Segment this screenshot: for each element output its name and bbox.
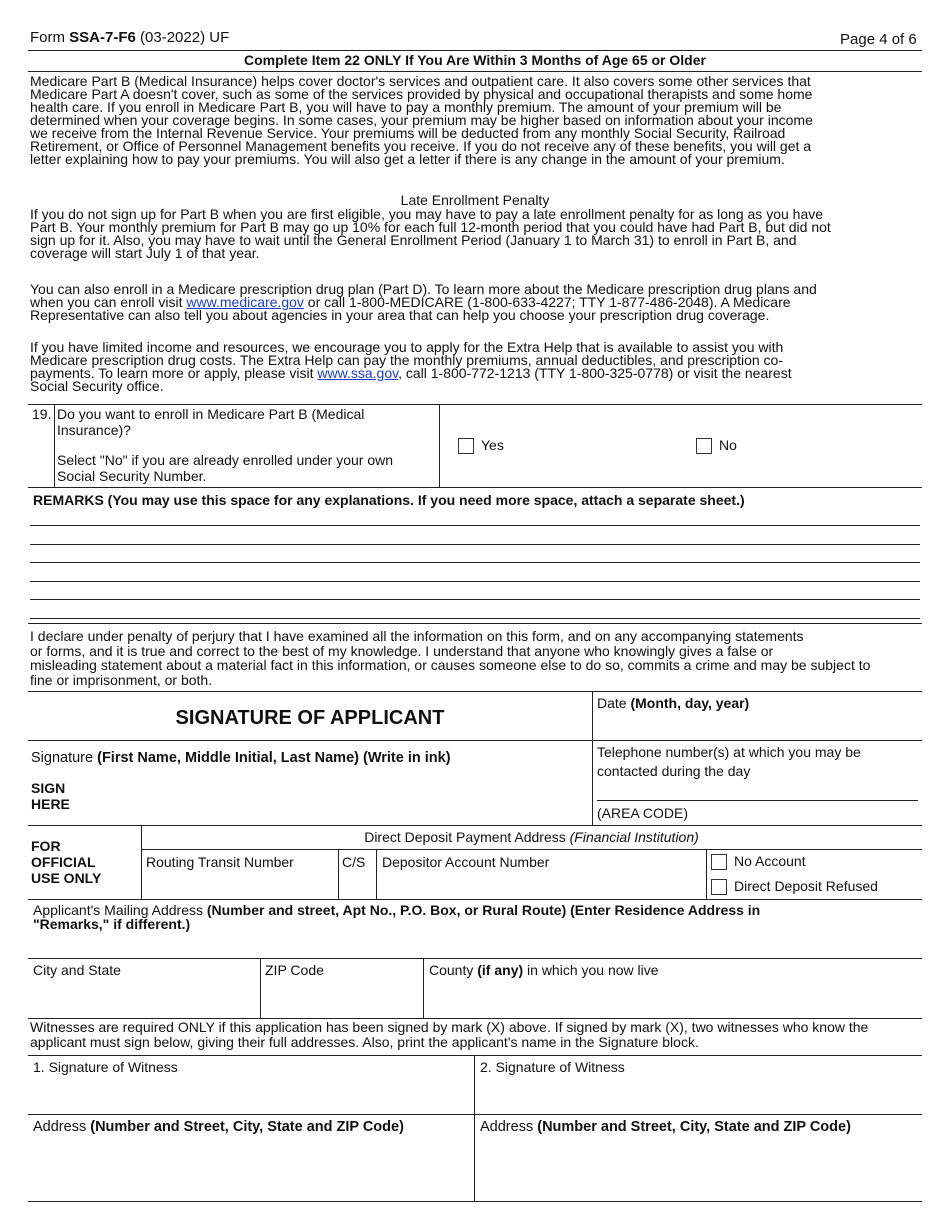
remarks-line [30,525,920,526]
divider [592,691,593,825]
q19-note: Select "No" if you are already enrolled under your own Social Security Number. [57,452,394,484]
remarks-title: REMARKS (You may use this space for any explanations. If you need more space, attach a separate sheet.) [33,492,745,508]
remarks-line [30,544,920,545]
remarks-line [30,562,920,563]
signature-title: SIGNATURE OF APPLICANT [175,707,445,729]
phone-label: Telephone number(s) at which you may be contacted during the day [597,744,861,779]
dd-refused-label: Direct Deposit Refused [734,878,878,894]
city-state-label: City and State [33,962,121,978]
cs-label: C/S [342,854,366,870]
witness1-signature-field[interactable] [33,1078,469,1110]
area-code-label: (AREA CODE) [597,805,689,821]
date-field[interactable] [600,713,915,737]
dd-refused-checkbox[interactable] [711,879,727,895]
divider [28,404,922,405]
q19-question: Do you want to enroll in Medicare Part B (Medical Insurance)? [57,406,365,438]
divider [28,623,922,624]
page-number: Page 4 of 6 [840,31,917,48]
zip-label: ZIP Code [265,962,324,978]
mailing-address-label: Applicant's Mailing Address (Number and street, Apt No., P.O. Box, or Rural Route) (Enter Residence Address in "Remarks," if different.) [33,902,761,932]
phone-field[interactable] [600,780,915,800]
divider [423,958,424,1018]
city-state-field[interactable] [33,982,255,1014]
zip-field[interactable] [265,982,418,1014]
divider [260,958,261,1018]
mailing-address-field[interactable] [30,935,920,957]
no-account-label: No Account [734,853,806,869]
declaration-text: I declare under penalty of perjury that I have examined all the information on this form, and on any accompanying statements or forms, and it is true and correct to the best of my knowledge. I understand that anyone who knowingly gives a false or misleading statement about a material fact in this information, or causes someone else to do so, commits a crime and may be subject to fine or imprisonment, or both. [30,628,871,688]
divider [28,50,922,51]
official-use-label: OFFICIAL [31,854,96,870]
q19-no-label: No [719,437,737,453]
divider [28,1201,922,1202]
routing-label: Routing Transit Number [146,854,294,870]
official-use-label: USE ONLY [31,870,102,886]
divider [28,71,922,72]
account-label: Depositor Account Number [382,854,550,870]
form-date: (03-2022) UF [140,29,230,46]
divider [28,825,922,826]
divider [338,849,339,899]
form-label: Form [30,29,65,46]
remarks-line [30,599,920,600]
divider [28,899,922,900]
signature-label: Signature (First Name, Middle Initial, Last Name) (Write in ink) [31,750,451,766]
direct-deposit-title: Direct Deposit Payment Address (Financial Institution) [364,829,699,845]
divider [28,740,922,741]
extra-help-text: If you have limited income and resources, we encourage you to apply for the Extra Help that is available to assist you with Medicare prescription drug costs. The Extra Help can pay the monthly premiums, annual deductibles, and prescription co- payments. To learn more or apply, please visit www.ssa.gov, call 1-800-772-1213 (TTY 1-800-325-0778) or visit the nearest Social Security office. [30,339,792,394]
medicare-link[interactable]: www.medicare.gov [186,294,304,310]
section-title: Complete Item 22 ONLY If You Are Within 3 Months of Age 65 or Older [244,52,706,68]
form-number: SSA-7-F6 [69,29,136,46]
q19-no-checkbox[interactable] [696,438,712,454]
date-label: Date (Month, day, year) [597,695,750,711]
part-d-text: You can also enroll in a Medicare prescription drug plan (Part D). To learn more about the Medicare prescription drug plans and when you can enroll visit www.medicare.gov or call 1-800-MEDICARE (1-800-633-4227; TTY 1-877-486-2048). A Medicare Representative can also tell you about agencies in your area that can help you choose your prescription drug coverage. [30,281,817,323]
divider [706,849,707,899]
divider [28,1055,922,1056]
divider [28,487,922,488]
remarks-line [30,618,920,619]
penalty-title: Late Enrollment Penalty [400,192,550,208]
q19-number: 19. [32,406,52,422]
witness-note: Witnesses are required ONLY if this application has been signed by mark (X) above. If signed by mark (X), two witnesses who know the applicant must sign below, giving their full addresses. Also, print the applicant's name in the Signature block. [30,1019,869,1050]
divider [376,849,377,899]
divider [54,404,55,487]
sign-here-label: SIGN [31,780,66,796]
q19-yes-checkbox[interactable] [458,438,474,454]
witness1-signature-label: 1. Signature of Witness [33,1059,178,1075]
divider [28,958,922,959]
remarks-line [30,581,920,582]
part-b-description: Medicare Part B (Medical Insurance) helps cover doctor's services and outpatient care. It also covers some other services that Medicare Part A doesn't cover, such as some of the services provided by physical and occupational therapists and some home health care. If you enroll in Medicare Part B, you will have to pay a monthly premium. The amount of your premium will be determined when your coverage begins. In some cases, your premium may be higher based on information about your income we receive from the Internal Revenue Service. Your premiums will be deducted from any monthly Social Security, Railroad Retirement, or Office of Personnel Management benefits you receive. If you do not receive any of these benefits, you will get a letter explaining how to pay your premiums. You will also get a letter if there is any change in the amount of your premium. [30,73,813,167]
q19-yes-label: Yes [481,437,504,453]
divider [141,849,922,850]
sign-here-label: HERE [31,796,70,812]
divider [28,691,922,692]
late-penalty-text: If you do not sign up for Part B when you are first eligible, you may have to pay a late enrollment penalty for as long as you have Part B. Your monthly premium for Part B may go up 10% for each full 12-month period that you could have had Part B, but did not sign up for it. Also, you may have to wait until the General Enrollment Period (January 1 to March 31) to enroll in Part B, and coverage will start July 1 of that year. [30,206,831,261]
witness1-address-field[interactable] [33,1140,469,1196]
witness2-signature-label: 2. Signature of Witness [480,1059,625,1075]
county-label: County (if any) in which you now live [429,962,659,978]
witness1-address-label: Address (Number and Street, City, State and ZIP Code) [33,1119,404,1135]
divider [474,1055,475,1201]
ssa-link[interactable]: www.ssa.gov [317,365,399,381]
county-field[interactable] [429,982,917,1014]
divider [439,404,440,487]
official-use-label: FOR [31,838,61,854]
phone-line [597,800,918,801]
form-id [30,29,229,46]
witness2-address-label: Address (Number and Street, City, State and ZIP Code) [480,1119,851,1135]
applicant-signature-field[interactable] [110,772,585,820]
witness2-address-field[interactable] [480,1140,917,1196]
no-account-checkbox[interactable] [711,854,727,870]
divider [28,1114,922,1115]
witness2-signature-field[interactable] [480,1078,917,1110]
